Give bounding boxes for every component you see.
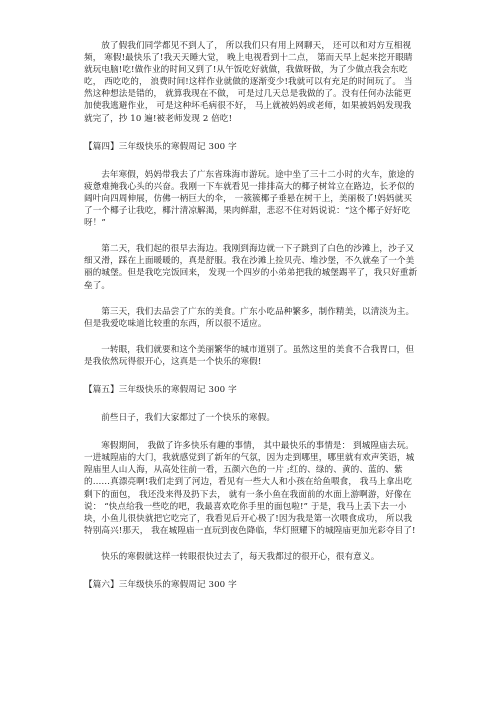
paragraph-1: 放了假我们同学都见不到人了， 所以我们只有用上网聊天， 还可以和对方互相视频， 寒假!最快乐了!我天天睡大觉， 晚上电视看到十二点， 第而天早上起来挖开眼睛就玩电脑!吃!做作业的时间又到了!从午饭吃好就做，我做呀做，为了少做点我会东吃吃， 西吃吃的， 浪费时间!这样作业就做的逐渐变少!我就可以有充足的时间玩了。 当然这种想法是错的， 就算我现在不做， 可是过几天总是我做的了。没有任何办法能更加使我逃避作业， 可是这种坏毛病很不好， 马上就被妈妈或老师，如果被妈妈发现我就完了，抄 10 遍!被老师发现 2 倍吃! xyxy=(84,41,413,124)
paragraph-2: 去年寒假，妈妈带我去了广东省珠海市游玩。途中坐了三十二小时的火车，旅途的疲惫难掩我心头的兴奋。我刚一下车就看见一排排高大的椰子树耸立在路边，长矛似的阔叶向四周伸展，仿佛一柄巨大的伞， 一簇簇椰子垂悬在树干上，美丽极了!妈妈就买了一个椰子让我吃，椰汁清凉解渴，果肉鲜甜，悲忍不住对妈说说：“这个椰子好好吃呀！” xyxy=(84,169,415,229)
paragraph-5: 一转眼，我们就要和这个美丽繁华的城市道别了。虽然这里的美食不合我胃口，但是我依然玩得很开心，这真是一个快乐的寒假! xyxy=(84,344,415,367)
section-heading-6: 【篇六】三年级快乐的寒假周记 300 字 xyxy=(84,580,237,590)
paragraph-7: 寒假期间， 我做了许多快乐有趣的事情， 其中最快乐的事情是： 到城隍庙去玩。一进城隍庙的大门，我就感觉到了新年的气氛，因为走到哪里，哪里就有欢声笑语，城隍庙里人山人海，从高处往前一看，五颜六色的一片 ;红的、绿的、黄的、蓝的、紫的……真漂亮啊!我们走到了河边，看见有一些大人和小孩在给鱼喂食， 我马上拿出吃剩下的面包， 我还没来得及扔下去， 就有一条小鱼在我面前的水面上游啊游，好像在说： “快点给我一些吃的吧，我最喜欢吃你手里的面包啦!” 于是，我马上丢下去一小块，小鱼儿很快就把它吃完了，我看见后开心极了!因为我是第一次喂食成功， 所以我特别高兴!那天， 我在城隍庙一直玩到夜色降临，华灯照耀下的城隍庙更加光彩夺目了! xyxy=(84,441,416,536)
section-heading-4: 【篇四】三年级快乐的寒假周记 300 字 xyxy=(84,141,237,152)
paragraph-6: 前些日子，我们大家都过了一个快乐的寒假。 xyxy=(101,413,276,424)
section-heading-5: 【篇五】三年级快乐的寒假周记 300 字 xyxy=(84,384,237,395)
paragraph-4: 第三天，我们去品尝了广东的美食。广东小吃品种繁多，制作精美，以清淡为主。但是我爱吃味道比较重的东西，所以很不适应。 xyxy=(84,306,415,329)
paragraph-3: 第二天，我们起的很早去海边。我刚到海边就一下子跳到了白色的沙滩上，沙子又细又滑，踩在上面暖暖的，真是舒服。我在沙滩上捡贝壳、堆沙堡，不久就垒了一个美丽的城堡。但是我吃完饭回来， 发现一个四岁的小弟弟把我的城堡踢平了，我只好重新垒了。 xyxy=(84,244,418,291)
paragraph-8: 快乐的寒假就这样一转眼很快过去了，每天我都过的很开心，很有意义。 xyxy=(101,551,380,562)
